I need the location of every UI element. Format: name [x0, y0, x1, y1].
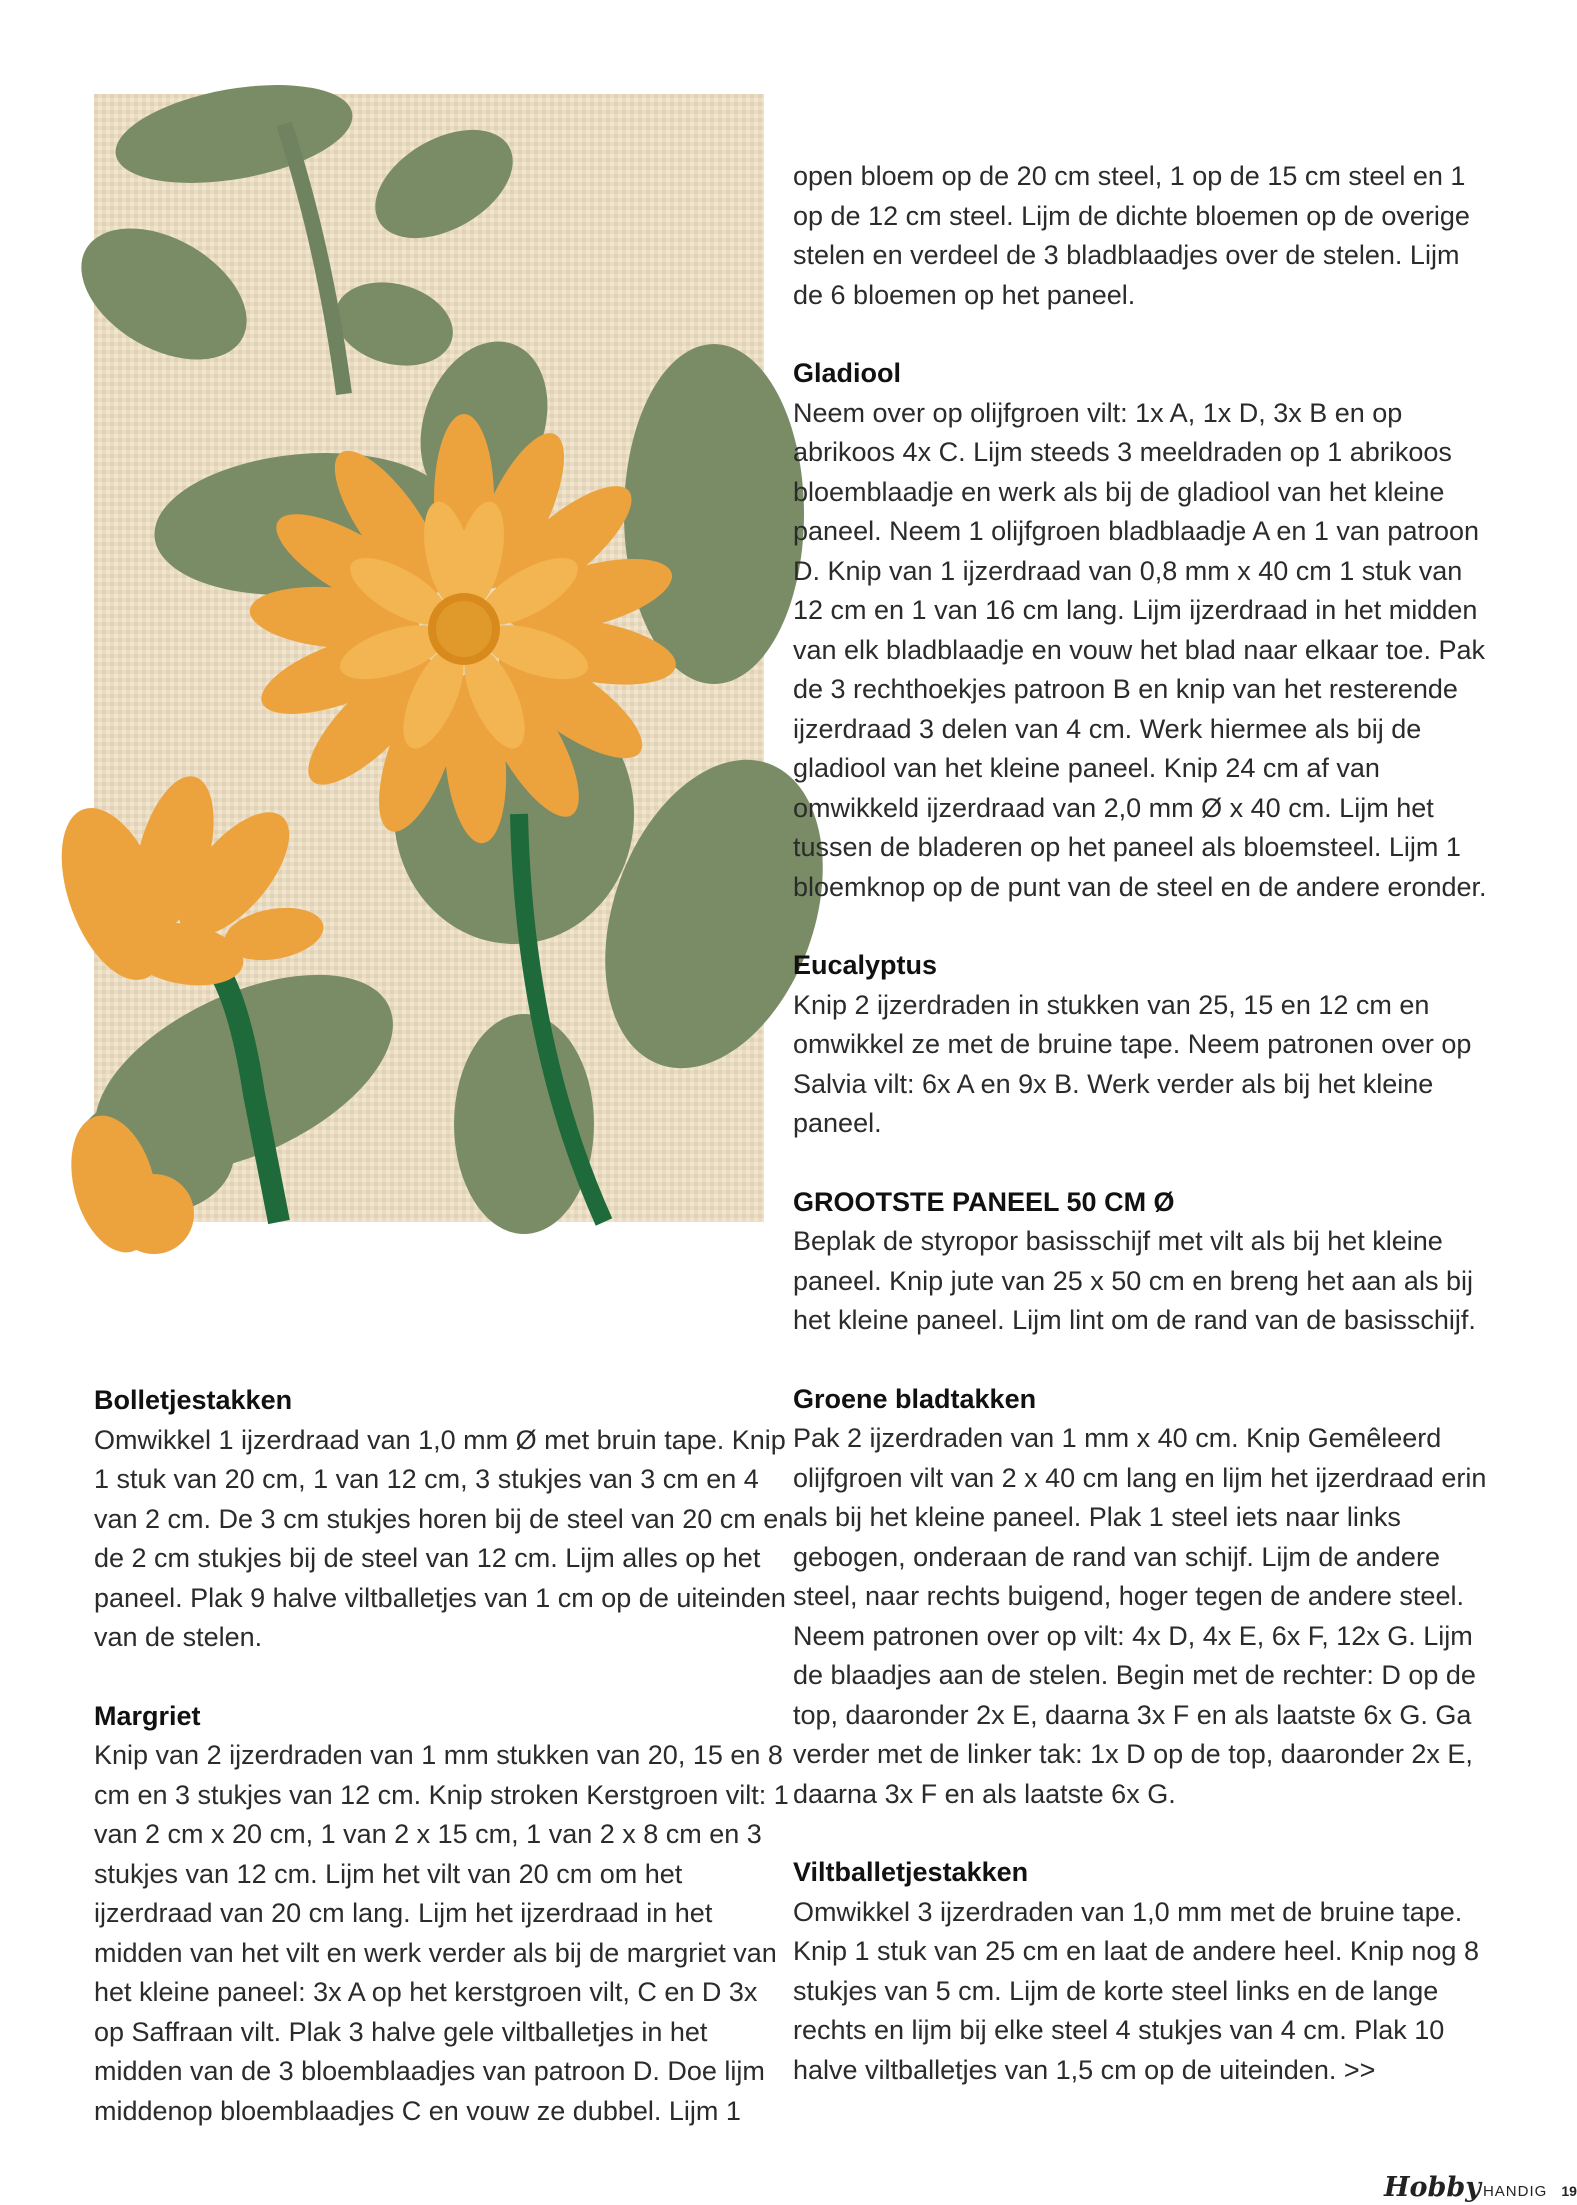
page-footer: [1384, 2172, 1577, 2202]
body-text: Omwikkel 1 ijzerdraad van 1,0 mm Ø met bruin tape. Knip 1 stuk van 20 cm, 1 van 12 cm, 3 stukjes van 3 cm en 4 van 2 cm. De 3 cm stukjes horen bij de steel van 20 cm en de 2 cm stukjes bij de steel van 12 cm. Lijm alles op het paneel. Plak 9 halve viltballetjes van 1 cm op de uiteinden van de stelen.: [94, 1424, 794, 1652]
body-text: Pak 2 ijzerdraden van 1 mm x 40 cm. Knip Gemêleerd olijfgroen vilt van 2 x 40 cm lang en lijm het ijzerdraad erin als bij het kleine paneel. Plak 1 steel iets naar links gebogen, onderaan de rand van schijf. Lijm de andere steel, naar rechts buigend, hoger tegen de andere steel. Neem patronen over op vilt: 4x D, 4x E, 6x F, 12x G. Lijm de blaadjes aan de stelen. Begin met de rechter: D op de top, daaronder 2x E, daarna 3x F en als laatste 6x G. Ga verder met de linker tak: 1x D op de top, daaronder 2x E, daarna 3x F en als laatste 6x G.: [793, 1423, 1487, 1809]
felt-flowers-photo: [94, 94, 764, 1222]
right-text-column: [793, 157, 1493, 2090]
section-heading-viltballetjestakken: Viltballetjestakken: [793, 1857, 1029, 1887]
body-text: Knip van 2 ijzerdraden van 1 mm stukken van 20, 15 en 8 cm en 3 stukjes van 12 cm. Knip stroken Kerstgroen vilt: 1 van 2 cm x 20 cm, 1 van 2 x 15 cm, 1 van 2 x 8 cm en 3 stukjes van 12 cm. Lijm het vilt van 20 cm om het ijzerdraad van 20 cm lang. Lijm het ijzerdraad in het midden van het vilt en werk verder als bij de margriet van het kleine paneel: 3x A op het kerstgroen vilt, C en D 3x op Saffraan vilt. Plak 3 halve gele viltballetjes in het midden van de 3 bloemblaadjes van patroon D. Doe lijm middenop bloemblaadjes C en vouw ze dubbel. Lijm 1: [94, 1740, 789, 2126]
body-text: Neem over op olijfgroen vilt: 1x A, 1x D, 3x B en op abrikoos 4x C. Lijm steeds 3 meeldraden op 1 abrikoos bloemblaadje en werk als bij de gladiool van het kleine paneel. Neem 1 olijfgroen bladblaadje A en 1 van patroon D. Knip van 1 ijzerdraad van 0,8 mm x 40 cm 1 stuk van 12 cm en 1 van 16 cm lang. Lijm ijzerdraad in het midden van elk bladblaadje en vouw het blad naar elkaar toe. Pak de 3 rechthoekjes patroon B en knip van het resterende ijzerdraad 3 delen van 4 cm. Werk hiermee als bij de gladiool van het kleine paneel. Knip 24 cm af van omwikkeld ijzerdraad van 2,0 mm Ø x 40 cm. Lijm het tussen de bladeren op het paneel als bloemsteel. Lijm 1 bloemknop op de punt van de steel en de andere eronder.: [793, 397, 1487, 902]
body-text: Knip 2 ijzerdraden in stukken van 25, 15 en 12 cm en omwikkel ze met de bruine tape. Neem patronen over op Salvia vilt: 6x A en 9x B. Werk verder als bij het kleine paneel.: [793, 989, 1472, 1138]
page-number: 19: [1561, 2183, 1577, 2199]
body-text: Omwikkel 3 ijzerdraden van 1,0 mm met de bruine tape. Knip 1 stuk van 25 cm en laat de andere heel. Knip nog 8 stukjes van 5 cm. Lijm de korte steel links en de lange rechts en lijm bij elke steel 4 stukjes van 4 cm. Plak 10 halve viltballetjes van 1,5 cm op de uiteinden. >>: [793, 1896, 1479, 2085]
section-heading-margriet: Margriet: [94, 1700, 201, 1731]
section-heading-groene-bladtakken: Groene bladtakken: [793, 1383, 1037, 1414]
body-text: Beplak de styropor basisschijf met vilt als bij het kleine paneel. Knip jute van 25 x 50 cm en breng het aan als bij het kleine paneel. Lijm lint om de rand van de basisschijf.: [793, 1226, 1476, 1335]
section-heading-gladiool: Gladiool: [793, 358, 901, 388]
left-text-column: [94, 1381, 794, 2131]
section-heading-bolletjestakken: Bolletjestakken: [94, 1385, 293, 1415]
felt-flowers-illustration: [94, 94, 764, 1222]
magazine-logo-caps: HANDIG: [1482, 2183, 1548, 2200]
section-heading-eucalyptus: Eucalyptus: [793, 950, 938, 980]
magazine-logo-script: Hobby: [1384, 2172, 1481, 2203]
section-heading-grootste-paneel: GROOTSTE PANEEL 50 CM Ø: [793, 1186, 1175, 1217]
body-text: open bloem op de 20 cm steel, 1 op de 15 cm steel en 1 op de 12 cm steel. Lijm de dichte bloemen op de overige stelen en verdeel de 3 bladblaadjes over de stelen. Lijm de 6 bloemen op het paneel.: [793, 161, 1470, 310]
